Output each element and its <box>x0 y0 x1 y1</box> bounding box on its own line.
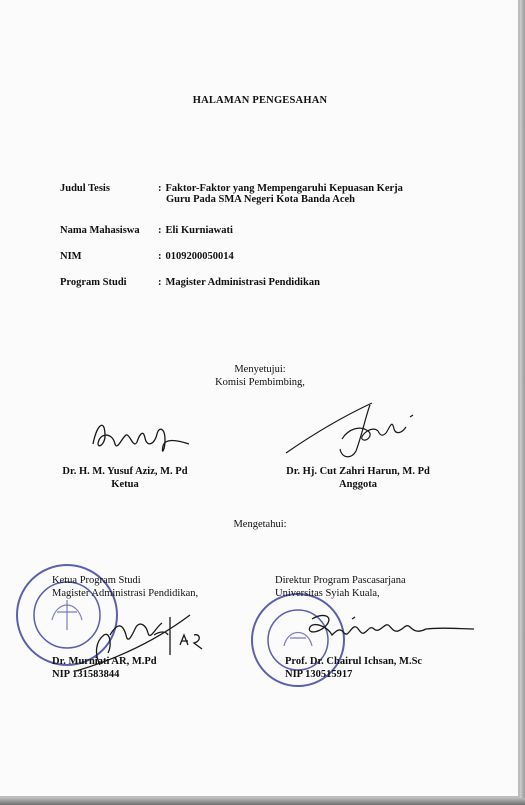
page-edge-bottom <box>0 798 525 805</box>
field-value-line2: Guru Pada SMA Negeri Kota Banda Aceh <box>166 194 356 205</box>
acknowledge-heading: Mengetahui: <box>233 519 287 530</box>
advisor1-signature <box>85 410 195 460</box>
right-official-university: Universitas Syiah Kuala, <box>275 588 380 599</box>
field-value-line1: Magister Administrasi Pendidikan <box>165 277 320 288</box>
field-value-line1: 0109200050014 <box>165 251 234 262</box>
colon: : <box>158 225 162 236</box>
left-official-program: Magister Administrasi Pendidikan, <box>52 588 199 599</box>
field-label: Judul Tesis <box>60 183 110 194</box>
right-official-position: Direktur Program Pascasarjana <box>275 575 406 586</box>
advisor2-signature <box>282 395 432 465</box>
advisor2-role: Anggota <box>339 479 377 490</box>
right-official-name: Prof. Dr. Chairul Ichsan, M.Sc <box>285 656 423 667</box>
committee-label: Komisi Pembimbing, <box>215 377 305 388</box>
field-value <box>158 183 458 205</box>
field-value <box>158 225 458 236</box>
advisor1-role: Ketua <box>111 479 139 490</box>
field-value-line1: Faktor-Faktor yang Mempengaruhi Kepuasan Kerja <box>165 183 403 194</box>
field-label: Nama Mahasiswa <box>60 225 140 236</box>
left-official-position: Ketua Program Studi <box>52 575 141 586</box>
field-value <box>158 251 458 262</box>
right-official-nip: NIP 130515917 <box>285 669 353 680</box>
left-official-nip: NIP 131583844 <box>52 669 120 680</box>
advisor2-name: Dr. Hj. Cut Zahri Harun, M. Pd <box>286 466 430 477</box>
field-value-line1: Eli Kurniawati <box>165 225 233 236</box>
advisor1-name: Dr. H. M. Yusuf Aziz, M. Pd <box>62 466 188 477</box>
colon: : <box>158 277 162 288</box>
field-label: NIM <box>60 251 82 262</box>
page-edge-right <box>520 0 525 805</box>
colon: : <box>158 251 162 262</box>
right-official-signature <box>292 605 482 655</box>
page-title: HALAMAN PENGESAHAN <box>192 95 328 106</box>
field-label: Program Studi <box>60 277 127 288</box>
colon: : <box>158 183 162 194</box>
left-official-name: Dr. Murniati AR, M.Pd <box>52 656 157 667</box>
approval-heading: Menyetujui: <box>234 364 286 375</box>
field-value <box>158 277 458 288</box>
